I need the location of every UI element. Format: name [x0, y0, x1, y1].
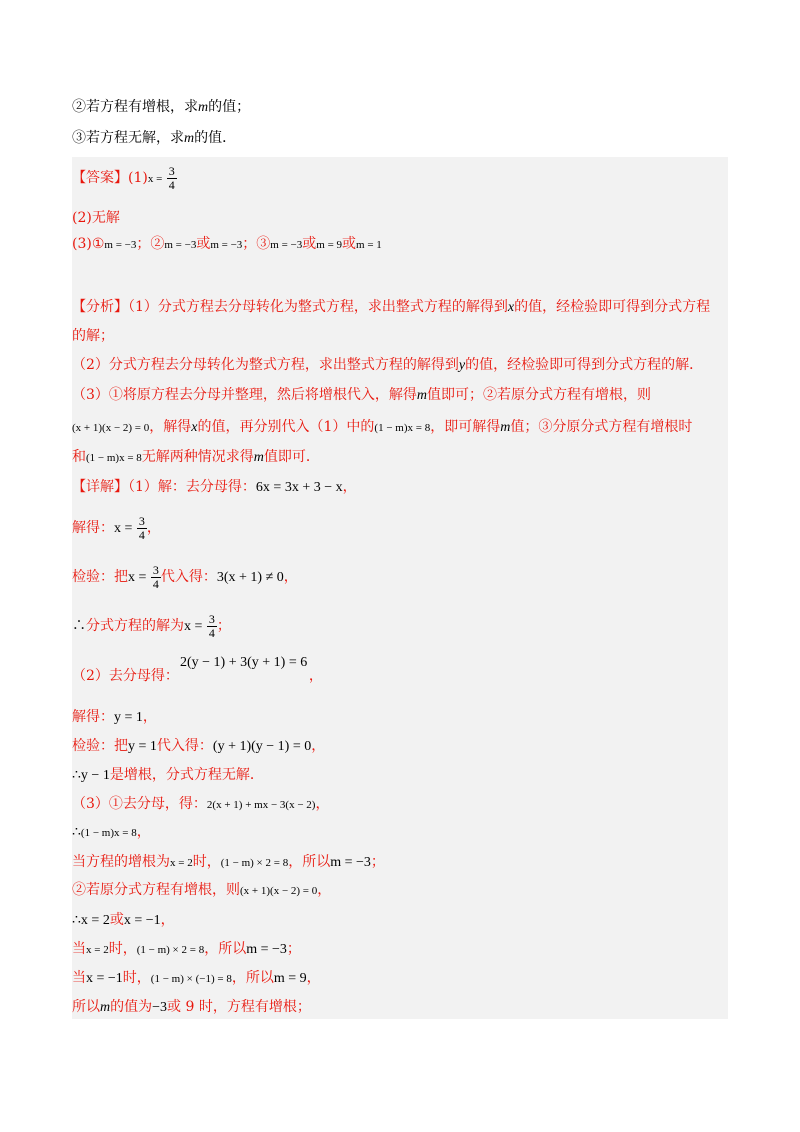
detail-line-2	[72, 511, 161, 546]
detail-16a: 当	[72, 970, 86, 986]
detail-7c: ，	[142, 709, 157, 725]
answer-2: (2)无解	[72, 210, 120, 226]
detail-line-6	[72, 666, 323, 686]
detail-line-8	[72, 736, 325, 757]
analysis-6e: (1 − m)x = 8	[86, 452, 142, 464]
question-3-var: m	[184, 131, 195, 146]
analysis-line-6	[72, 447, 320, 468]
detail-7a: 解得：	[72, 709, 114, 725]
detail-6a: （2）去分母得：	[72, 668, 179, 684]
detail-8a: 检验：把	[72, 738, 128, 754]
detail-15e3: m = −3	[246, 942, 287, 957]
detail-9b: 是增根，分式方程无解．	[109, 767, 264, 783]
detail-line-10	[72, 794, 329, 815]
detail-4-num: 3	[208, 611, 215, 626]
analysis-3b: 的值，经检验即可得到分式方程的解．	[465, 357, 704, 373]
answer-1-prefix: (1)	[128, 170, 148, 186]
answer-3-e5: m = 9	[316, 239, 343, 251]
detail-line-7	[72, 707, 157, 728]
analysis-6v: m	[253, 450, 264, 465]
detail-3-fraction	[151, 564, 161, 591]
detail-14a: ∴	[72, 912, 81, 928]
analysis-line-4	[72, 385, 651, 406]
analysis-4v: m	[416, 388, 428, 403]
detail-8c: ，	[311, 738, 326, 754]
detail-17b: 的值为	[110, 999, 153, 1015]
detail-line-16	[72, 968, 321, 989]
analysis-4a: （3）①将原方程去分母并整理，然后将增根代入，解得	[72, 387, 417, 403]
detail-15a: 当	[72, 941, 86, 957]
answer-1-num: 3	[168, 163, 175, 178]
analysis-5e1: (x + 1)(x − 2) = 0	[72, 422, 150, 434]
detail-4a: ∴	[72, 618, 86, 634]
detail-12c: ，所以	[288, 854, 331, 870]
detail-3b: 代入得：	[160, 569, 217, 585]
question-3-text: ③若方程无解，求	[72, 130, 184, 146]
detail-10e: 2(x + 1) + mx − 3(x − 2)	[206, 799, 316, 811]
detail-16d: ，	[306, 970, 321, 986]
detail-14c: ，	[160, 912, 175, 928]
answer-3-e6: m = 1	[356, 239, 382, 251]
detail-14e2: x = −1	[123, 913, 161, 928]
answer-1	[72, 164, 177, 193]
detail-line-14	[72, 910, 175, 931]
detail-tag: 【详解】	[72, 479, 128, 495]
analysis-5b: 的值，再分别代入（1）中的	[197, 419, 375, 435]
detail-17a: 所以	[72, 999, 100, 1015]
analysis-tag: 【分析】	[72, 299, 128, 315]
detail-line-3	[72, 560, 298, 595]
detail-17e: −3	[152, 1000, 168, 1015]
detail-3e2: 3(x + 1) ≠ 0	[216, 570, 284, 585]
answer-3-prefix: (3)①	[72, 236, 105, 252]
detail-3c: ，	[283, 569, 298, 585]
detail-8e: y = 1	[128, 739, 157, 754]
detail-line-4	[72, 609, 231, 644]
detail-14b: 或	[109, 912, 124, 928]
detail-8e2: (y + 1)(y − 1) = 0	[212, 739, 312, 754]
detail-9a: ∴	[72, 767, 81, 783]
answer-3-s2: ；③	[242, 236, 271, 252]
detail-2c: ，	[146, 520, 161, 536]
detail-2-den: 4	[138, 527, 145, 542]
detail-16b: 时，	[122, 970, 151, 986]
analysis-6c: 值即可．	[263, 449, 320, 465]
detail-12e: x = 2	[170, 857, 193, 869]
detail-13a: ②若原分式方程有增根，则	[72, 882, 240, 898]
answer-1-fraction	[167, 165, 177, 192]
detail-16e3: m = 9	[273, 971, 307, 986]
analysis-6a: 和	[72, 449, 86, 465]
detail-1a: （1）解：去分母得：	[128, 479, 256, 495]
detail-2-fraction	[137, 515, 147, 542]
detail-12b: 时，	[192, 854, 221, 870]
detail-4-den: 4	[208, 625, 215, 640]
detail-13e: (x + 1)(x − 2) = 0	[240, 885, 318, 897]
detail-1c: ，	[342, 479, 357, 495]
analysis-5e2: (1 − m)x = 8	[374, 422, 431, 434]
answer-3-or1: 或	[196, 236, 211, 252]
detail-6c: ，	[308, 668, 323, 684]
detail-17c: 或 9 时，方程有增根；	[167, 999, 311, 1015]
detail-line-17	[72, 997, 311, 1018]
answer-3-e4: m = −3	[270, 239, 303, 251]
question-2	[72, 97, 250, 118]
detail-line-15	[72, 939, 301, 960]
detail-7e: y = 1	[114, 710, 143, 725]
question-2-tail: 的值；	[208, 99, 251, 115]
detail-11c: ，	[136, 824, 151, 840]
detail-2-num: 3	[138, 513, 145, 528]
detail-3a: 检验：把	[72, 569, 128, 585]
detail-10c: ，	[315, 796, 330, 812]
detail-4c: ；	[216, 618, 231, 634]
detail-12e3: m = −3	[330, 855, 371, 870]
detail-14e: x = 2	[80, 913, 110, 928]
detail-line-1	[72, 477, 357, 498]
detail-line-11	[72, 822, 151, 843]
detail-12e2: (1 − m) × 2 = 8	[220, 857, 289, 869]
answer-3-e2: m = −3	[164, 239, 197, 251]
analysis-5v2: m	[500, 420, 511, 435]
answer-3-s1: ；②	[136, 236, 165, 252]
detail-10a: （3）①去分母，得：	[72, 796, 207, 812]
analysis-line-2: 的解；	[72, 328, 114, 344]
analysis-1v: x	[507, 300, 515, 315]
analysis-6b: 无解两种情况求得	[141, 449, 254, 465]
detail-2e: x =	[114, 521, 133, 536]
detail-12a: 当方程的增根为	[72, 854, 170, 870]
answer-3-e1: m = −3	[104, 239, 137, 251]
detail-16e2: (1 − m) × (−1) = 8	[150, 973, 232, 985]
answer-3-or2: 或	[302, 236, 317, 252]
detail-3-den: 4	[152, 576, 159, 591]
analysis-5a: ，解得	[149, 419, 192, 435]
detail-8b: 代入得：	[156, 738, 213, 754]
detail-13c: ，	[317, 882, 332, 898]
detail-16e: x = −1	[86, 971, 123, 986]
answer-3	[72, 234, 382, 255]
detail-3-num: 3	[152, 562, 159, 577]
detail-2a: 解得：	[72, 520, 114, 536]
analysis-4b: 值即可；②若原分式方程有增根，则	[427, 387, 652, 403]
detail-line-13	[72, 880, 331, 901]
detail-line-9	[72, 765, 264, 786]
detail-15c: ，所以	[204, 941, 247, 957]
question-2-var: m	[198, 100, 209, 115]
detail-17v: m	[100, 1000, 111, 1015]
detail-line-12	[72, 852, 385, 873]
analysis-3a: （2）分式方程去分母转化为整式方程，求出整式方程的解得到	[72, 357, 459, 373]
question-2-text: ②若方程有增根，求	[72, 99, 198, 115]
detail-4e: x =	[184, 619, 203, 634]
detail-3e: x =	[128, 570, 147, 585]
analysis-5d: 值；③分原分式方程有增根时	[510, 419, 693, 435]
analysis-line-3	[72, 355, 703, 376]
detail-15e: x = 2	[86, 944, 109, 956]
answer-1-expr: x =	[147, 173, 163, 185]
answer-tag: 【答案】	[72, 170, 128, 186]
analysis-3v: y	[458, 358, 466, 373]
detail-4b: 分式方程的解为	[86, 618, 184, 634]
answer-1-den: 4	[168, 177, 175, 192]
analysis-1b: 的值，经检验即可得到分式方程	[514, 299, 711, 315]
detail-1e: 6x = 3x + 3 − x	[255, 480, 343, 495]
detail-15b: 时，	[108, 941, 137, 957]
analysis-line-5	[72, 417, 692, 438]
analysis-1a: （1）分式方程去分母转化为整式方程，求出整式方程的解得到	[128, 299, 508, 315]
detail-9e: y − 1	[80, 768, 110, 783]
answer-3-or3: 或	[342, 236, 357, 252]
analysis-5v: x	[191, 420, 198, 435]
detail-4-fraction	[207, 613, 217, 640]
detail-12d: ；	[370, 854, 385, 870]
detail-11a: ∴	[72, 824, 81, 840]
analysis-line-1	[72, 297, 710, 318]
question-3	[72, 128, 236, 149]
detail-16c: ，所以	[231, 970, 274, 986]
detail-15d: ；	[286, 941, 301, 957]
detail-5-expr: 2(y − 1) + 3(y + 1) = 6	[180, 655, 308, 670]
analysis-5c: ，即可解得	[430, 419, 501, 435]
answer-3-e3: m = −3	[210, 239, 243, 251]
detail-15e2: (1 − m) × 2 = 8	[136, 944, 205, 956]
detail-11e: (1 − m)x = 8	[80, 827, 137, 839]
question-3-tail: 的值．	[194, 130, 237, 146]
